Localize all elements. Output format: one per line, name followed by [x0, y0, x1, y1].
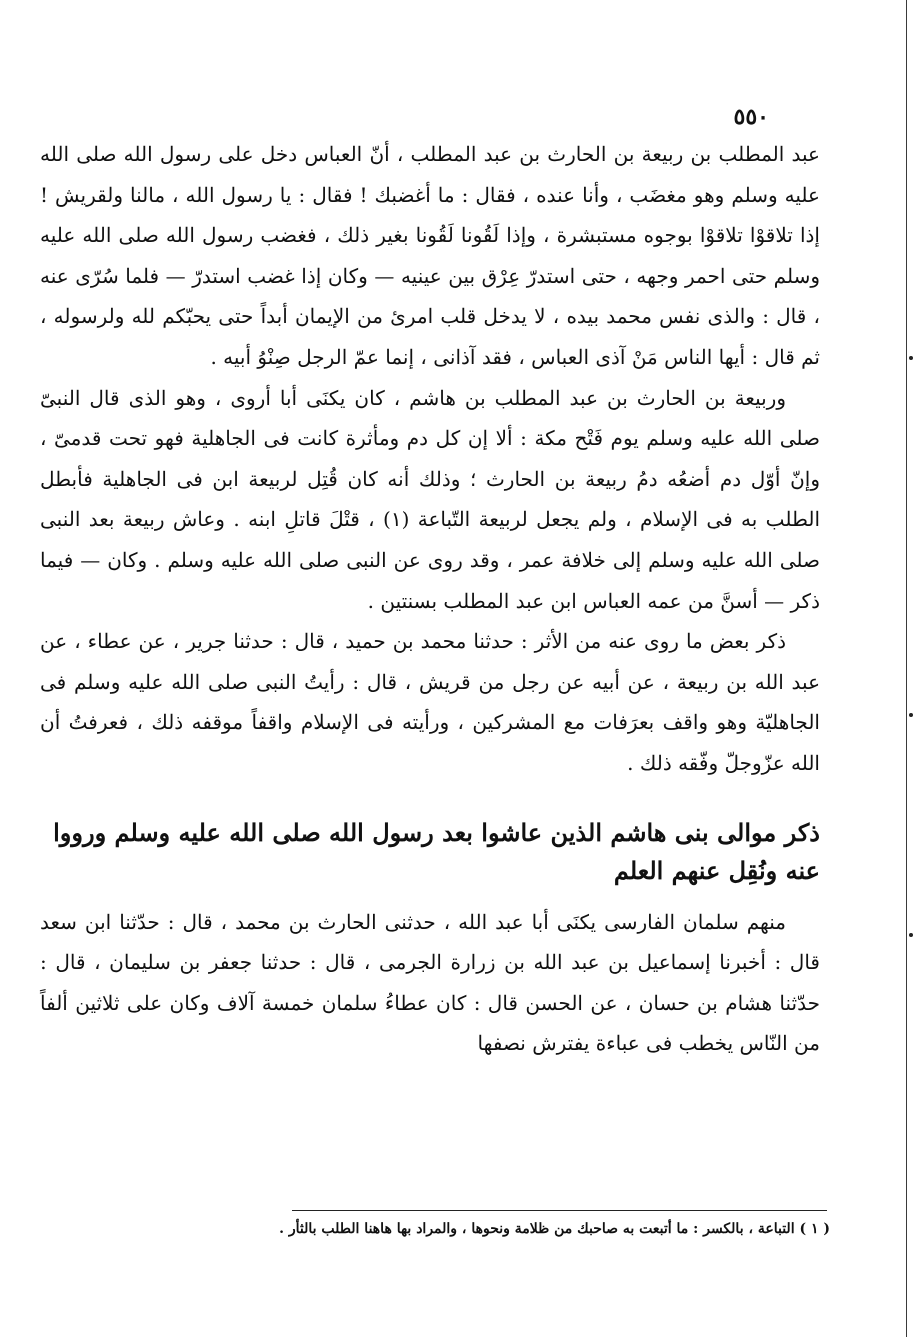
paragraph-abbas-anger: عبد المطلب بن ربيعة بن الحارث بن عبد المطلب ، أنّ العباس دخل على رسول الله صلى الله عليه وسلم وهو مغضَب ، وأنا عنده ، فقال : ما أغضبك ! فقال : يا رسول الله ، مالنا ولقريش ! إذا تلاقوْا تلاقوْا بوجوه مستبشرة ، وإذا لَقُونا لَقُونا بغير ذلك ، فغضب رسول الله صلى الله عليه وسلم حتى احمر وجهه ، حتى استدرّ عِرْق بين عينيه — وكان إذا غضب استدرّ — فلما سُرّى عنه ، قال : والذى نفس محمد بيده ، لا يدخل قلب امرئ من الإيمان أبداً حتى يحبّكم لله ولرسوله ، ثم قال : أيها الناس مَنْ آذى العباس ، فقد آذانى ، إنما عمّ الرجل صِنْوُ أبيه .	[40, 142, 820, 369]
paragraph-salman-farisi: منهم سلمان الفارسى يكنَى أبا عبد الله ، حدثنى الحارث بن محمد ، قال : حدّثنا ابن سعد قال : أخبرنا إسماعيل بن عبد الله بن زرارة الجرمى ، قال : حدثنا جعفر بن سليمان ، قال : حدّثنا هشام بن حسان ، عن الحسن قال : كان عطاءُ سلمان خمسة آلاف وكان على ثلاثين ألفاً من النّاس يخطب فى عباءة يفترش نصفها	[40, 909, 820, 1056]
footnote: ( ١ ) التباعة ، بالكسر : ما أتبعت به صاحبك من ظلامة ونحوها ، والمراد بها هاهنا الطلب بالثأر .	[279, 1221, 830, 1237]
footnote-separator	[292, 1210, 827, 1211]
binding-edge-line	[906, 0, 907, 1337]
page-number: ٥٥٠	[733, 104, 769, 130]
section-heading-line-1: ذكر موالى بنى هاشم الذين عاشوا بعد رسول الله صلى الله عليه وسلم ورووا	[53, 817, 820, 847]
paragraph-rabia-ibn-harith: وربيعة بن الحارث بن عبد المطلب بن هاشم ، كان يكنَى أبا أروى ، وهو الذى قال النبىّ صلى الله عليه وسلم يوم فَتْح مكة : ألا إن كل دم ومأثرة كانت فى الجاهلية فهو تحت قدمىّ ، وإنّ أوّل دم أضعُه دمُ ربيعة بن الحارث ؛ وذلك أنه كان قُتِل لربيعة ابن فى الجاهلية فأبطل الطلب به فى الإسلام ، ولم يجعل لربيعة التّباعة (١) ، قتْلَ قاتلِ ابنه . وعاش ربيعة بعد النبى صلى الله عليه وسلم إلى خلافة عمر ، وقد روى عن النبى صلى الله عليه وسلم . وكان — فيما ذكر — أسنَّ من عمه العباس ابن عبد المطلب بسنتين .	[40, 385, 821, 613]
section-heading-line-2: عنه ونُقِل عنهم العلم	[613, 855, 820, 885]
margin-speck	[909, 933, 913, 937]
section-heading	[40, 814, 820, 890]
margin-speck	[909, 356, 913, 360]
paragraph-athar-narration: ذكر بعض ما روى عنه من الأثر : حدثنا محمد بن حميد ، قال : حدثنا جرير ، عن عطاء ، عن عبد الله بن ربيعة ، عن أبيه عن رجل من قريش ، قال : رأيتُ النبى صلى الله عليه وسلم فى الجاهليّة وهو واقف بعرَفات مع المشركين ، ورأيته فى الإسلام واقفاً موقفه ذلك ، فعرفتُ أن الله عزّوجلّ وفّقه ذلك .	[40, 629, 820, 775]
margin-speck	[909, 713, 913, 717]
main-text	[40, 134, 820, 1064]
